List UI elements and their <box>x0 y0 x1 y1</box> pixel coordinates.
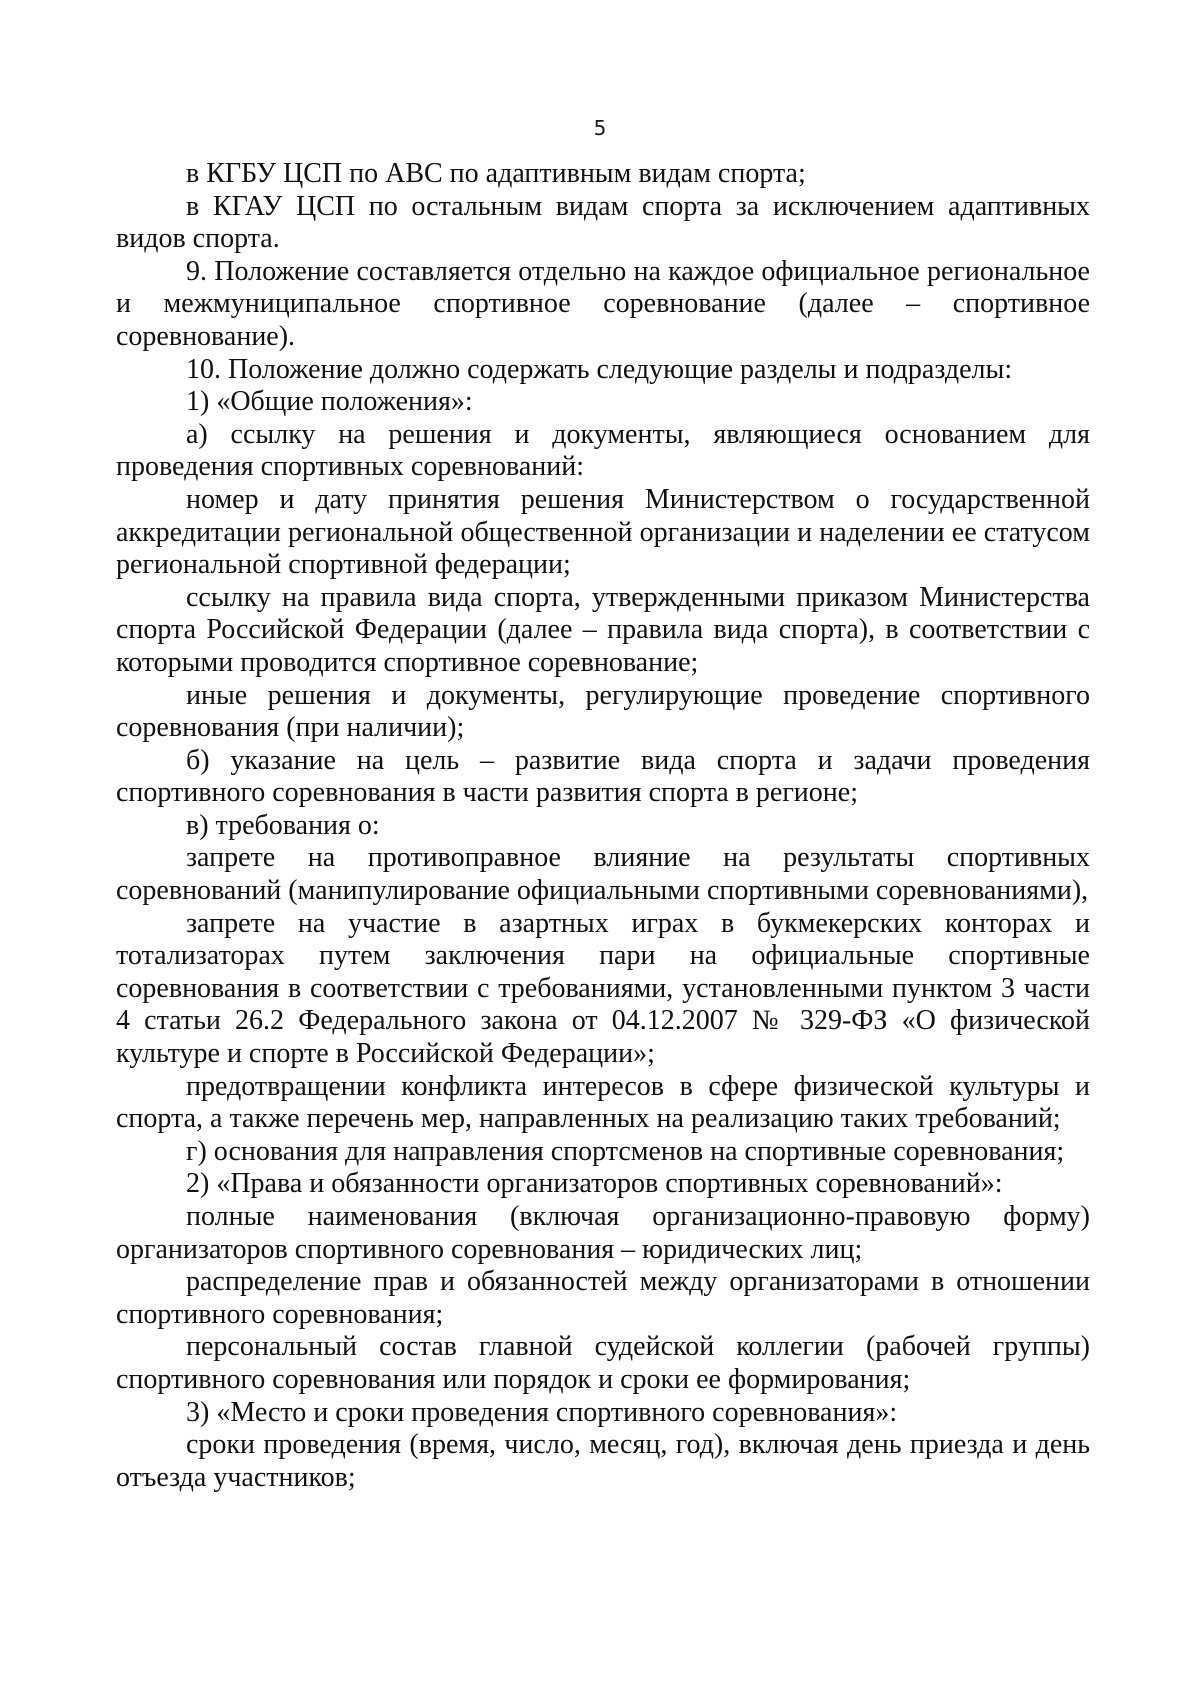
paragraph: иные решения и документы, регулирующие проведение спортивного соревнования (при наличии); <box>116 679 1090 744</box>
paragraph: 1) «Общие положения»: <box>186 386 473 418</box>
paragraph: персональный состав главной судейской коллегии (рабочей группы) спортивного соревнования или порядок и сроки ее формирования; <box>116 1331 1090 1395</box>
paragraph: 3) «Место и сроки проведения спортивного соревнования»: <box>186 1396 898 1428</box>
paragraph: г) основания для направления спортсменов на спортивные соревнования; <box>186 1135 1065 1167</box>
paragraph: а) ссылку на решения и документы, являющиеся основанием для проведения спортивных соревнований: <box>116 418 1090 483</box>
paragraph: запрете на противоправное влияние на результаты спортивных соревнований (манипулирование официальными спортивными соревнованиями), <box>116 842 1090 907</box>
paragraph: 10. Положение должно содержать следующие разделы и подразделы: <box>186 353 1013 385</box>
paragraph: 9. Положение составляется отдельно на каждое официальное региональное и межмуниципальное спортивное соревнование (далее – спортивное соревнование). <box>116 255 1090 352</box>
paragraph: в КГАУ ЦСП по остальным видам спорта за исключением адаптивных видов спорта. <box>116 190 1090 255</box>
document-body <box>116 158 1090 1494</box>
paragraph: сроки проведения (время, число, месяц, год), включая день приезда и день отъезда участников; <box>116 1429 1090 1493</box>
paragraph: б) указание на цель – развитие вида спорта и задачи проведения спортивного соревнования в части развития спорта в регионе; <box>116 744 1090 809</box>
paragraph: номер и дату принятия решения Министерством о государственной аккредитации региональной общественной организации и наделении ее статусом региональной спортивной федерации; <box>116 483 1090 581</box>
paragraph: предотвращении конфликта интересов в сфере физической культуры и спорта, а также перечень мер, направленных на реализацию таких требований; <box>116 1070 1090 1135</box>
paragraph: распределение прав и обязанностей между организаторами в отношении спортивного соревнования; <box>116 1266 1090 1330</box>
paragraph: полные наименования (включая организационно-правовую форму) организаторов спортивного соревнования – юридических лиц; <box>116 1201 1090 1265</box>
page-number: 5 <box>593 116 607 140</box>
paragraph: в) требования о: <box>186 809 380 841</box>
paragraph: 2) «Права и обязанности организаторов спортивных соревнований»: <box>186 1168 1003 1200</box>
paragraph: в КГБУ ЦСП по АВС по адаптивным видам спорта; <box>186 158 806 189</box>
paragraph: запрете на участие в азартных играх в букмекерских конторах и тотализаторах путем заключения пари на официальные спортивные соревнования в соответствии с требованиями, установленными пунктом 3 части 4 статьи 26.2 Федерального закона от 04.12.2007 № 329-ФЗ «О физической культуре и спорте в Российской Федерации»; <box>116 907 1090 1070</box>
paragraph: ссылку на правила вида спорта, утвержденными приказом Министерства спорта Российской Федерации (далее – правила вида спорта), в соответствии с которыми проводится спортивное соревнование; <box>116 581 1090 678</box>
